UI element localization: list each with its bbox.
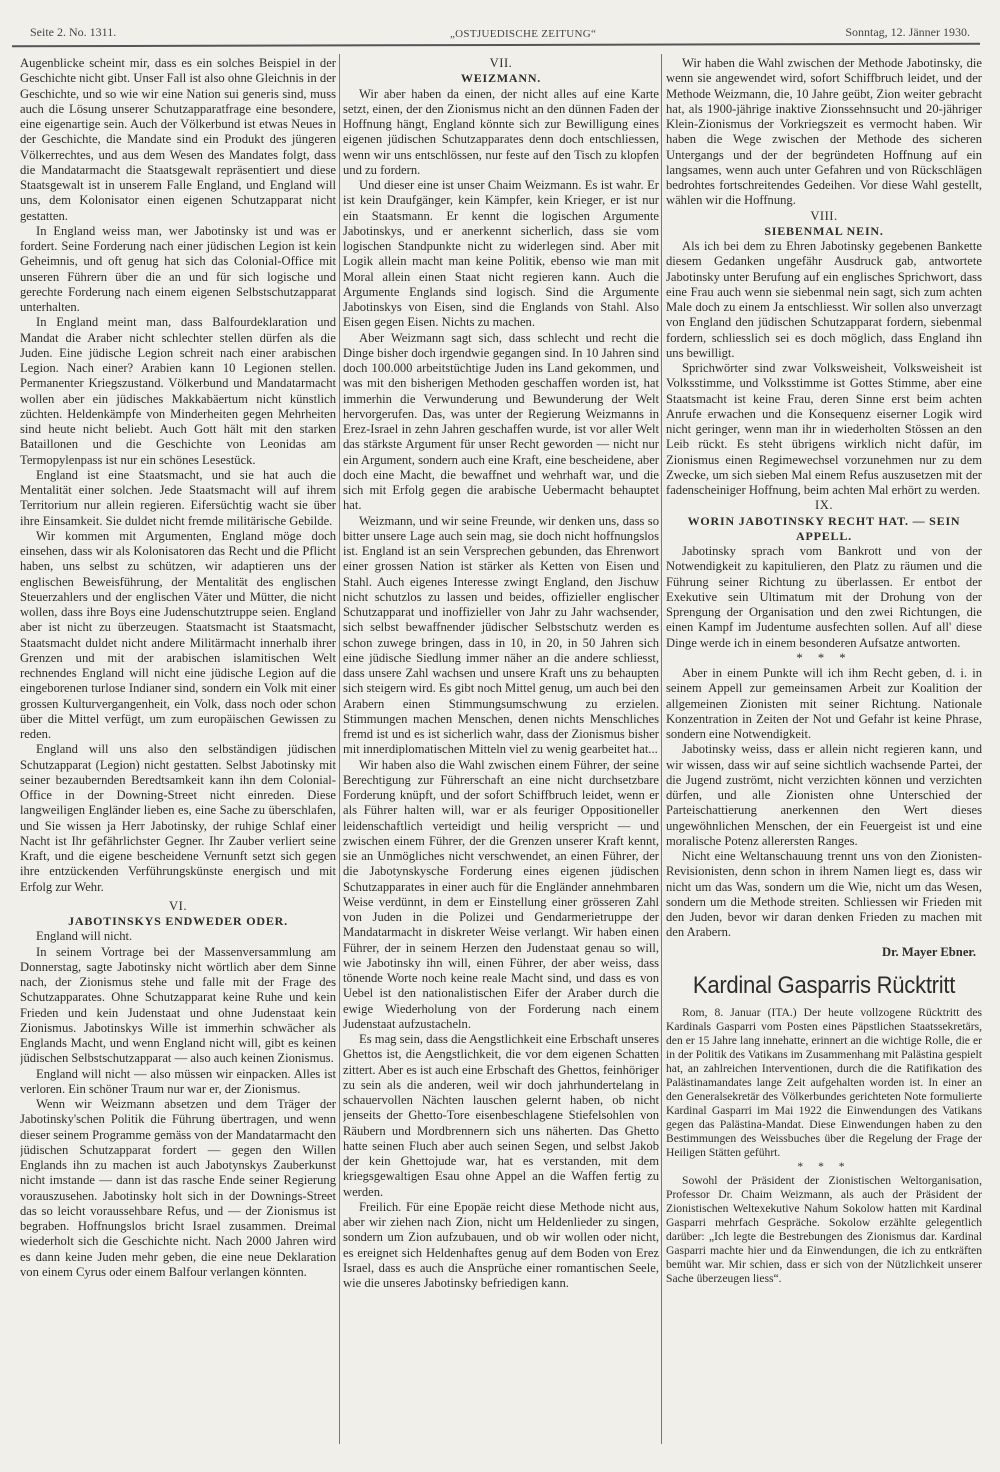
paragraph: Als ich bei dem zu Ehren Jabotinsky gegebenen Bankette diesem Gedanken ungefähr Ausdruck gab, antwortete Jabotinsky unter Berufung auf ein englisches Sprichwort, dass eine Frau auch wenn sie siebenmal nein sagt, sich zum achten Male doch zu einem Ja entschliesst. Wir sollen also unverzagt von England den jüdischen Schutzapparat fordern, siebenmal fordern, schliesslich sei es doch möglich, dass England ihn uns bewilligt.: [666, 239, 982, 360]
paragraph: Freilich. Für eine Epopäe reicht diese Methode nicht aus, aber wir ziehen nach Zion, nicht um Heldenlieder zu singen, sondern um Zion aufzubauen, und ob wir wollen oder nicht, es ereignet sich Heldenhaftes genug auf dem Boden von Erez Israel, dass es auch die Ansprüche einer romantischen Seele, wie die unseres Jabotinsky befriedigen kann.: [343, 1199, 659, 1290]
column-2: [343, 56, 659, 1446]
paragraph: Weizmann, und wir seine Freunde, wir denken uns, dass so bitter unsere Lage auch sein mag, sie doch nicht hoffnungslos ist. England ist an sein Versprechen gebunden, das Ehrenwort einer grossen Nation ist stärker als Ketten von Eisen und Stahl. Auch eigenes Interesse zwingt England, den Jischuw nicht schutzlos zu lassen und beides, offizieller englischer Schutzapparat und inoffizieller von Jahr zu Jahr wachsender, sich selbst bewaffnender jüdischer Selbstschutz werden es schon zuwege bringen, dass in 10, in 20, in 50 Jahren sich eine jüdische Siedlung immer näher an die andere schliesst, dass unsere Zahl wachsen und unsere Kraft uns zu behaupten sich steigern wird. Es gibt noch Mittel genug, um auch bei den Arabern einen Stimmungsumschwung zu erzielen. Stimmungen machen Menschen, denen nichts Menschliches fremd ist und es ist sicherlich wahr, dass der Zionismus bisher mit innerdiplomatischen Mitteln viel zu wenig gearbeitet hat...: [343, 513, 659, 757]
section-title: SIEBENMAL NEIN.: [764, 223, 884, 238]
paragraph: Wir aber haben da einen, der nicht alles auf eine Karte setzt, einen, der den Zionismus nicht an den dünnen Faden der Hoffnung hängt, England könnte sich zur Bewilligung eines eigenen jüdischen Schutzapparates denn doch entschliessen, wenn wir uns entschlössen, nur feste auf den Tisch zu klopfen und zu fordern.: [343, 86, 659, 177]
section-number: IX.: [815, 498, 833, 513]
paragraph: England ist eine Staatsmacht, und sie hat auch die Mentalität einer solchen. Jede Staatsmacht will auf ihrem Territorium nur allein regieren. Eifersüchtig wacht sie über ihre Einsamkeit. Sie duldet nicht fremde militärische Gebilde.: [20, 467, 336, 528]
paragraph: England will uns also den selbständigen jüdischen Schutzapparat (Legion) nicht gestatten. Selbst Jabotinsky mit seiner bezaubernden Beredtsamkeit kann ihn dem Colonial-Office in der Downing-Street nicht einreden. Diese langweiligen Engländer lieben es, eine Sache zu überschlafen, und Sie wissen ja Herr Jabotinsky, der ruhige Schlaf einer Nacht ist Ihr gefährlichster Gegner. Ihr Zauber verliert seine Kraft, und die eigene bescheidene Vernunft setzt sich gegen ihre entzückenden Verführungskünste energisch und mit Erfolg zur Wehr.: [20, 742, 336, 894]
section-divider: * * *: [797, 1159, 851, 1173]
paragraph: Es mag sein, dass die Aengstlichkeit eine Erbschaft unseres Ghettos ist, die Aengstlichkeit, die vor dem eigenen Schatten zittert. Aber es ist auch eine Erbschaft des Ghettos, feinhöriger zu sein als die anderen, weil wir doch jahrhundertelang in schauervollen Nächten lauschen gelernt haben, ob nicht jenseits der Ghetto-Tore eisenbeschlagene Stiefelsohlen von Räubern und Mordbrennern sich uns näherten. Das Ghetto hatte seinen Fluch aber auch seinen Segen, und selbst Jakob der kein Ghettojude war, hat es verstanden, mit dem kriegsgewaltigen Esau ohne Appel an die Waffen fertig zu werden.: [343, 1032, 659, 1199]
section-title: JABOTINSKYS ENDWEDER ODER.: [68, 914, 288, 928]
paragraph: In seinem Vortrage bei der Massenversammlung am Donnerstag, sagte Jabotinsky nicht wörtlich aber dem Sinne nach, der Zionismus stehe und falle mit der Frage des Schutzapparates. Ohne Schutzapparat keine Ruhe und kein Frieden und kein Judenstaat und ohne Judenstaat kein Zionismus. Jabotinskys Wille ist immerhin schwächer als Englands Macht, und wenn England nicht will, gibt es keinen jüdischen Selbstschutzapparat — also auch keinen Zionismus.: [20, 944, 336, 1066]
paragraph: Rom, 8. Januar (ITA.) Der heute vollzogene Rücktritt des Kardinals Gasparri vom Posten eines Päpstlichen Staatssekretärs, den er 15 Jahre lang innehatte, erinnert an die wichtige Rolle, die er in der Politik des Vatikans im Zusammenhang mit Palästina gespielt hat, an zahlreichen Interventionen, durch die die Ratifikation des Palästinamandates lange Zeit aufgehalten worden ist. In einer an den Generalsekretär des Völkerbundes gerichteten Note formulierte Kardinal Gasparri im Mai 1922 die Einwendungen des Vatikans gegen das Palästina-Mandat. Diese Einwendungen haben zu den Bestimmungen des Weissbuches über die Regelung der Frage der Heiligen Stätten geführt.: [666, 1005, 982, 1159]
newspaper-title: „OSTJUEDISCHE ZEITUNG“: [450, 28, 597, 40]
paragraph: England will nicht — also müssen wir einpacken. Alles ist verloren. Ein schöner Traum nur war er, der Zionismus.: [20, 1066, 336, 1096]
section-number: VII.: [489, 56, 513, 70]
paragraph: Sprichwörter sind zwar Volksweisheit, Volksweisheit ist Volksstimme, und Volksstimme ist Gottes Stimme, aber eine Staatsmacht ist keine Frau, deren Sinne erst beim achten Anrufe erwachen und die Konsequenz eiserner Logik wird nicht geringer, wenn man ihr in wiederholten Stössen an den Leib rückt. Es steht übrigens wirklich nicht dafür, im Zionismus einen Regimewechsel vorzunehmen nur zu dem Zwecke, um sich sieben Mal einem Refus auszusetzen mit der fadenscheiniger Hoffnung, beim achten Mal erhört zu werden.: [666, 361, 982, 497]
section-title: WORIN JABOTINSKY RECHT HAT. — SEIN APPELL.: [687, 513, 961, 543]
page-header: [30, 16, 970, 44]
paragraph: In England meint man, dass Balfourdeklaration und Mandat die Araber nicht schlechter stellen dürfen als die Juden. Eine jüdische Legion schreit nach einer arabischen Legion. Nach einer? Arabien kann 10 Legionen stellen. Permanenter Kriegszustand. Völkerbund und Mandatarmacht wollen aber ein jüdisches Makkabäertum nicht künstlich züchten. Heldenkämpfe von Minderheiten gegen Mehrheiten sind heute nicht beliebt. Auch Gott hält mit den starken Bataillonen und die Geschichte von Leonidas am Termopylenpass ist nur ein schönes Lesestück.: [20, 315, 336, 467]
paragraph: Wir haben die Wahl zwischen der Methode Jabotinsky, die wenn sie angewendet wird, sofort Schiffbruch leidet, und der Methode Weizmann, die, 10 Jahre geübt, Zion weiter gebracht hat, als 1900-jährige inaktive Zionssehnsucht und 20-jähriger Klein-Zionismus der Vorkriegszeit es vermocht haben. Wir haben die Wege zwischen der Methode des sicheren Untergangs und der der begründeten Hoffnung auf ein langsames, wenn auch unter Gefahren und von Rückschlägen bedrohtes fortschreitendes Gedeihen. Vor diese Wahl gestellt, wählen wir die Hoffnung.: [666, 56, 982, 208]
news-headline: Kardinal Gasparris Rücktritt: [692, 971, 956, 999]
paragraph: Und dieser eine ist unser Chaim Weizmann. Es ist wahr. Er ist kein Draufgänger, kein Kämpfer, kein Krieger, er ist nur ein Staatsmann. Er kennt die logischen Argumente Jabotinskys, und er anerkennt sicherlich, dass sie vom logischen Standpunkte nicht zu widerlegen sind. Aber mit Logik allein macht man keine Politik, ebenso wie man mit Moral allein einen Staat nicht regieren kann. Auch die Argumente Englands sind logisch. Sind die Argumente Jabotinskys von Eisen, sind die Englands von Stahl. Also Eisen gegen Eisen. Nichts zu machen.: [343, 178, 659, 330]
paragraph: In England weiss man, wer Jabotinsky ist und was er fordert. Seine Forderung nach einer jüdischen Legion ist kein Geheimnis, und oft genug hat sich das Colonial-Office mit unseren Führern über die an und für sich logische und gerechte Forderung nach einem eigenen Selbstschutzapparat unterhalten.: [20, 223, 336, 314]
column-1: [20, 56, 336, 1446]
section-number: VIII.: [810, 208, 838, 223]
paragraph: England will nicht.: [36, 929, 133, 944]
section-number: VI.: [169, 898, 187, 913]
paragraph: Nicht eine Weltanschauung trennt uns von den Zionisten-Revisionisten, denn schon in ihrem Namen liegt es, dass wir nicht um das Was, sondern um die Wie, nicht um das Wesen, sondern um die Methode streiten. Schliessen wir Frieden mit den Juden, bevor wir daran denken Frieden zu machen mit den Arabern.: [666, 849, 982, 940]
issue-date: Sonntag, 12. Jänner 1930.: [845, 25, 970, 39]
page-number: Seite 2. No. 1311.: [30, 25, 117, 39]
section-title: WEIZMANN.: [460, 71, 542, 86]
paragraph: Aber in einem Punkte will ich ihm Recht geben, d. i. in seinem Appell zur gemeinsamen Arbeit zur Koalition der allgemeinen Zionisten mit seiner Richtung. Nationale Konzentration in Zeiten der Not und Gefahr ist keine Phrase, sondern eine Notwendigkeit.: [666, 666, 982, 741]
paragraph: Jabotinsky sprach vom Bankrott und von der Notwendigkeit zu kapitulieren, den Platz zu räumen und die Führung seiner Richtung zu überlassen. Er entbot der Exekutive sein Ultimatum mit der Drohung von der Sprengung der Organisation und den zwei Richtungen, die einen Kampf im Judentume ausfechten sollen. Auf all' diese Dinge werde ich in einem besonderen Aufsatze antworten.: [666, 544, 982, 650]
paragraph: Wir kommen mit Argumenten, England möge doch einsehen, dass wir als Kolonisatoren das Recht und die Pflicht haben, uns selbst zu schützen, wir adaptieren uns der englischen Beweisführung, der Mentalität des englischen Steuerzahlers und der englischen Väter und Mütter, die nicht wollen, dass ihre Boys eine Judenschutztruppe seien. England aber ist nicht zu überzeugen. Staatsmacht ist Staatsmacht, Staatsmacht duldet nicht andere Militärmacht innerhalb ihrer Grenzen und mit der arabischen islamitischen Welt rechnendes England will nicht eine jüdische Legion auf die eingeborenen turlose Indianer sind, sondern ein Volk mit einer grossen Kulturvergangenheit, ein Volk, dass noch oder schon über die Mittel verfügt, um zum europäischen Gewissen zu reden.: [20, 528, 336, 741]
column-3: [666, 56, 982, 1446]
section-divider: * * *: [796, 650, 852, 665]
paragraph: Jabotinsky weiss, dass er allein nicht regieren kann, und wir wissen, dass wir auf seine sichtlich wachsende Partei, der die Jugend zuströmt, nicht verzichten können und verzichten dürfen, und alle Zionisten ohne Unterschied der Parteischattierung anerkennen den Wert dieses ungewöhnlichen Menschen, der ein Feuergeist ist und eine moralische Potenz allerersten Ranges.: [666, 742, 982, 848]
paragraph: Augenblicke scheint mir, dass es ein solches Beispiel in der Geschichte nicht gibt. Unser Fall ist also ohne Gleichnis in der Geschichte, und so wie wir eine Nation sui generis sind, muss auch die Lösung unserer Schutzapparatfrage eine besondere, eine eigenartige sein. Auch der Völkerbund ist etwas Neues in der Geschichte, die Mandate sind ein Produkt des jüngeren Völkerrechtes, und aus dem Wesen des Mandates folgt, dass die Mandatarmacht die Staatsgewalt repräsentiert und diese Staatsgewalt ist in unserem Falle England, und England will uns, dem Kolonisator einen eigenen Schutzapparat nicht gestatten.: [20, 56, 336, 223]
paragraph: Sowohl der Präsident der Zionistischen Weltorganisation, Professor Dr. Chaim Weizmann, als auch der Präsident der Zionistischen Weltexekutive Nahum Sokolow hatten mit Kardinal Gasparri mehrfach Gespräche. Sokolow erzählte gelegentlich darüber: „Ich legte die Bestrebungen des Zionismus dar. Kardinal Gasparri machte hier und da Einwendungen, die ich zu entkräften bemüht war. Mir schien, dass er sich von der Nützlichkeit unserer Sache überzeugen liess“.: [666, 1173, 982, 1285]
author-signature: Dr. Mayer Ebner.: [882, 944, 976, 959]
column-rule: [661, 54, 662, 1444]
column-rule: [339, 54, 340, 1444]
paragraph: Wir haben also die Wahl zwischen einem Führer, der seine Berechtigung zur Führerschaft an eine nicht durchsetzbare Forderung knüpft, und der sofort Schiffbruch leidet, wenn er als Führer halten will, war er als feuriger Oppositioneller leidenschaftlich verteidigt und heilig verspricht — und zwischen einem Führer, der die Grenzen unserer Kraft kennt, sie an Unmögliches nicht verschwendet, an einen Führer, der die Jabotynskysche Forderung eines eigenen jüdischen Schutzapparates in einer auch für die Engländer annehmbaren Weise verdünnt, in dem er Einstellung einer grösseren Zahl von Juden in die Polizei und Gendarmerietruppe der Mandatarmacht in diskreter Weise verlangt. Wir haben einen Führer, der in seinem Herzen den Judenstaat genau so will, wie Jabotinsky ihn will, einen Führer, der aber weiss, dass tönende Worte noch keine reale Macht sind, und dass es von Uebel ist den nationalistischen Eifer der Araber durch die ewige Wiederholung von der Forderung nach einem Judenstaat aufzustacheln.: [343, 757, 659, 1031]
paragraph: Wenn wir Weizmann absetzen und dem Träger der Jabotinsky'schen Politik die Führung übertragen, und wenn dieser seinem Programme gemäss von der Mandatarmacht den jüdischen Schutzapparat fordert — gegen den Willen Englands ihn zu machen ist auch Jabotynskys Zauberkunst nicht imstande — dann ist das rasche Ende seiner Regierung vorauszusehen. Jabotinsky holt sich in der Downings-Street das so leicht voraussehbare Refus, und — der Zionismus ist begraben. Hoffnungslos bricht Israel zusammen. Dreimal wiederholt sich die Geschichte nicht. Nach 2000 Jahren wird es dann keine Juden mehr geben, die eine neue Deklaration von einem Cyrus oder einem Balfour verlangen könnten.: [20, 1097, 336, 1279]
paragraph: Aber Weizmann sagt sich, dass schlecht und recht die Dinge bisher doch irgendwie gegangen sind. In 10 Jahren sind doch 100.000 arbeitstüchtige Juden ins Land gekommen, und was mit den bisherigen Methoden geschaffen worden ist, hat immerhin die Verwunderung und Bewunderung der Welt hervorgerufen. Das, was unter der Regierung Weizmanns in Erez-Israel in zehn Jahren geschaffen wurde, ist vor aller Welt das stärkste Argument für unser Recht geworden — nicht nur ein Argument, sondern auch eine Kraft, eine bescheidene, aber doch eine Macht, die bewaffnet und wehrhaft war, und die sich mit Erfolg gegen die arabische Uebermacht behauptet hat.: [343, 330, 659, 513]
